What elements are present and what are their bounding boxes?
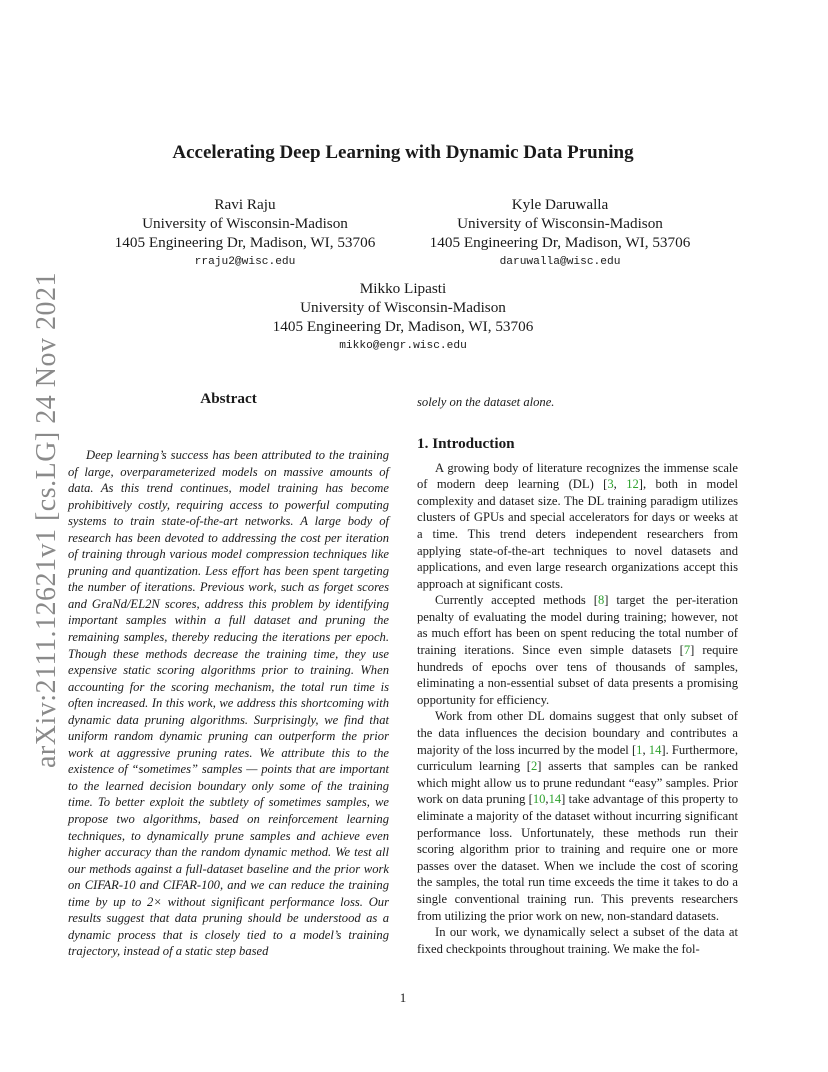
author-block <box>100 195 390 270</box>
author-email[interactable]: mikko@engr.wisc.edu <box>339 340 467 352</box>
author-address: 1405 Engineering Dr, Madison, WI, 53706 <box>272 318 534 335</box>
page-number: 1 <box>399 990 407 1005</box>
abstract-text: Deep learning’s success has been attributed to the training of large, overparameterized models on massive amounts of data. As this trend continues, model training has become prohibitively costly, requiring access to powerful computing systems to train state-of-the-art networks. A large body of research has been devoted to addressing the cost per iteration of training through various model compression techniques like pruning and quantization. Less effort has been spent targeting the number of iterations. Previous work, such as forget scores and GraNd/EL2N scores, address this problem by identifying important samples within a full dataset and pruning the remaining samples, thereby reducing the iterations per epoch. Though these methods decrease the training time, they use expensive static scoring algorithms prior to training. When accounting for the scoring mechanism, the total run time is often increased. In this work, we address this shortcoming with dynamic data pruning algorithms. Surprisingly, we find that uniform random dynamic pruning can outperform the prior work at aggressive pruning rates. We attribute this to the existence of “sometimes” samples — points that are important to the learned decision boundary only some of the training time. To better exploit the subtlety of sometimes samples, we propose two algorithms, based on reinforcement learning techniques, to dynamically prune samples and achieve even higher accuracy than the random dynamic method. We test all our methods against a full-dataset baseline and the prior work on CIFAR-10 and CIFAR-100, and we can reduce the training time by up to 2× without significant performance loss. Our results suggest that data pruning should be understood as a dynamic process that is closely tied to a model’s training trajectory, instead of a static step based <box>68 448 389 959</box>
citation-link[interactable]: 14 <box>548 792 562 807</box>
citation-link[interactable]: 10 <box>532 792 546 807</box>
intro-paragraph: Currently accepted methods [8] target the per-iteration penalty of evaluating the model during training; however, not as much effort has been on spent reducing the total number of training iterations. Since even simple datasets [7] require hundreds of epochs over tens of thousands of samples, eliminating a non-essential subset of data presents a promising opportunity for efficiency. <box>417 593 738 707</box>
citation-link[interactable]: 14 <box>648 742 662 757</box>
paper-title: Accelerating Deep Learning with Dynamic Data Pruning <box>172 142 634 163</box>
author-affiliation: University of Wisconsin-Madison <box>457 215 663 232</box>
citation-link[interactable]: 1 <box>636 742 643 757</box>
abstract-heading: Abstract <box>200 390 257 407</box>
intro-paragraph: Work from other DL domains suggest that only subset of the data influences the decision boundary and contributes a majority of the loss incurred by the model [1, 14]. Furthermore, curriculum learning [2] asserts that samples can be ranked which might allow us to prune redundant “easy” samples. Prior work on data pruning [10,14] take advantage of this property to eliminate a majority of the dataset without incurring significant performance loss. Unfortunately, these methods run their scoring algorithm prior to training and require one or more passes over the dataset. When we include the cost of scoring the samples, the total run time exceeds the time it takes to do a single conventional training run. This prevents researchers from utilizing the prior work on new, non-standard datasets. <box>417 709 738 923</box>
author-address: 1405 Engineering Dr, Madison, WI, 53706 <box>429 234 691 251</box>
author-name: Mikko Lipasti <box>359 280 447 297</box>
introduction-heading: 1. Introduction <box>417 434 515 452</box>
intro-paragraph: A growing body of literature recognizes the immense scale of modern deep learning (DL) [3, 12], both in model complexity and dataset size. The DL training paradigm utilizes clusters of GPUs and special accelerators for days or weeks at a time. This trend deters independent researchers from applying state-of-the-art techniques to novel datasets and applications, and even large research organizations accept this approach at significant costs. <box>417 460 738 591</box>
author-block <box>415 195 705 270</box>
right-column <box>417 388 738 957</box>
arxiv-stamp-text: arXiv:2111.12621v1 [cs.LG] 24 Nov 2021 <box>31 272 63 768</box>
arxiv-stamp <box>31 272 63 768</box>
author-block <box>258 279 548 354</box>
intro-paragraph: In our work, we dynamically select a subset of the data at fixed checkpoints throughout training. We make the fol- <box>417 925 738 956</box>
author-name: Kyle Daruwalla <box>511 196 609 213</box>
citation-link[interactable]: 12 <box>626 477 639 492</box>
abstract-continuation: solely on the dataset alone. <box>417 395 555 409</box>
left-column <box>68 388 389 960</box>
citation-link[interactable]: 2 <box>531 759 538 774</box>
citation-link[interactable]: 8 <box>597 593 605 608</box>
author-name: Ravi Raju <box>214 196 276 213</box>
author-affiliation: University of Wisconsin-Madison <box>142 215 348 232</box>
author-email[interactable]: rraju2@wisc.edu <box>194 256 296 268</box>
citation-link[interactable]: 7 <box>683 643 691 658</box>
citation-link[interactable]: 3 <box>607 477 614 492</box>
author-affiliation: University of Wisconsin-Madison <box>300 299 506 316</box>
author-address: 1405 Engineering Dr, Madison, WI, 53706 <box>114 234 376 251</box>
author-email[interactable]: daruwalla@wisc.edu <box>499 256 621 268</box>
